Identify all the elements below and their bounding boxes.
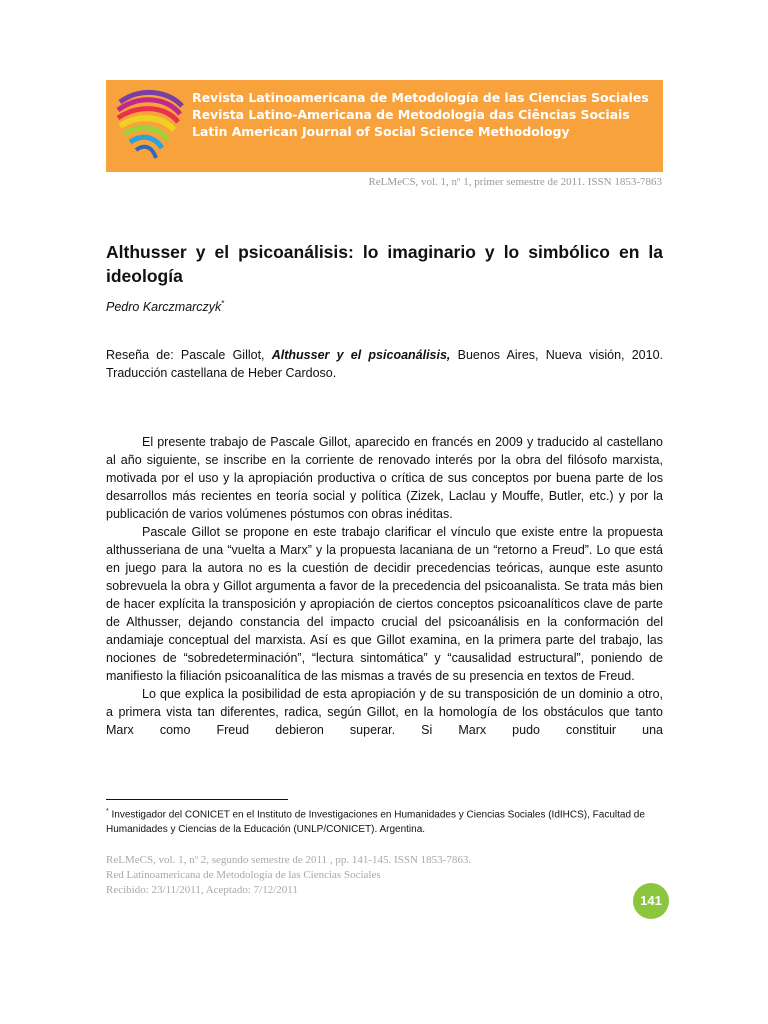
footer-network: Red Latinoamericana de Metodología de las Ciencias Sociales (106, 869, 381, 881)
footer-citation: ReLMeCS, vol. 1, nº 2, segundo semestre de 2011 , pp. 141-145. ISSN 1853-7863. (106, 854, 472, 866)
author-name: Pedro Karczmarczyk (106, 300, 222, 315)
journal-name-pt: Revista Latino-Americana de Metodologia das Ciências Sociais (192, 107, 630, 122)
review-suffix: Buenos Aires, Nueva visión, 2010. Traducción castellana de Heber Cardoso. (106, 348, 663, 380)
body-paragraph-1: El presente trabajo de Pascale Gillot, aparecido en francés en 2009 y traducido al castellano al año siguiente, se inscribe en la corriente de renovado interés por la obra del filósofo marxista, motivada por el uso y la apropiación productiva o crítica de sus conceptos por buena parte de los desarrollos más recientes en teoría social y política (Zizek, Laclau y Mouffe, Butler, etc.) y por la publicación de varios volúmenes póstumos con obras inéditas. (106, 435, 663, 521)
journal-names (192, 89, 662, 140)
footer-dates: Recibido: 23/11/2011, Aceptado: 7/12/2011 (106, 884, 298, 896)
journal-banner (106, 80, 663, 172)
review-reference (106, 346, 663, 382)
body-paragraph-3: Lo que explica la posibilidad de esta apropiación y de su transposición de un dominio a otro, a primera vista tan diferentes, radica, según Gillot, en la homología de los obstáculos que tanto Marx como Freud debieron superar. Si Marx pudo constituir una (106, 687, 663, 737)
footnote-mark: * (106, 808, 109, 815)
article-author (106, 299, 224, 314)
body-paragraph-2: Pascale Gillot se propone en este trabajo clarificar el vínculo que existe entre la propuesta althusseriana de una “vuelta a Marx” y la propuesta lacaniana de un “retorno a Freud”. Lo que está en juego para la autora no es la cuestión de decidir precedencias teóricas, aunque este asunto sobrevuela la obra y Gillot argumenta a favor de la precedencia del psicoanalista. Se trata más bien de hacer explícita la transposición y apropiación de ciertos conceptos psicoanalíticos clave de parte de Althusser, dejando constancia del impacto crucial del psicoanálisis en la conformación del andamiaje conceptual del marxista. Así es que Gillot examina, en la primera parte del trabajo, las nociones de “sobredeterminación”, “lectura sintomática” y “causalidad estructural”, poniendo de manifiesto la filiación psicoanalítica de las mismas a través de su presencia en textos de Freud. (106, 525, 663, 683)
journal-name-es: Revista Latinoamericana de Metodología de las Ciencias Sociales (192, 90, 649, 105)
review-prefix: Reseña de: Pascale Gillot, (106, 348, 272, 362)
footnote (106, 804, 676, 837)
journal-name-en: Latin American Journal of Social Science Methodology (192, 124, 570, 139)
footnote-text: Investigador del CONICET en el Instituto de Investigaciones en Humanidades y Ciencias Sociales (IdIHCS), Facultad de Humanidades y Ciencias de la Educación (UNLP/CONICET). Argentina. (106, 809, 645, 836)
review-book-title: Althusser y el psicoanálisis, (271, 348, 451, 362)
page-number-badge: 141 (633, 883, 669, 919)
ribbon-logo-icon (112, 84, 190, 168)
article-title: Althusser y el psicoanálisis: lo imaginario y lo simbólico en la ideología (106, 242, 663, 286)
page-footer (106, 853, 471, 898)
article-body (106, 433, 663, 739)
footnote-divider (106, 799, 288, 800)
author-footnote-mark[interactable]: * (221, 299, 225, 308)
header-citation: ReLMeCS, vol. 1, nº 1, primer semestre de 2011. ISSN 1853-7863 (368, 176, 662, 188)
